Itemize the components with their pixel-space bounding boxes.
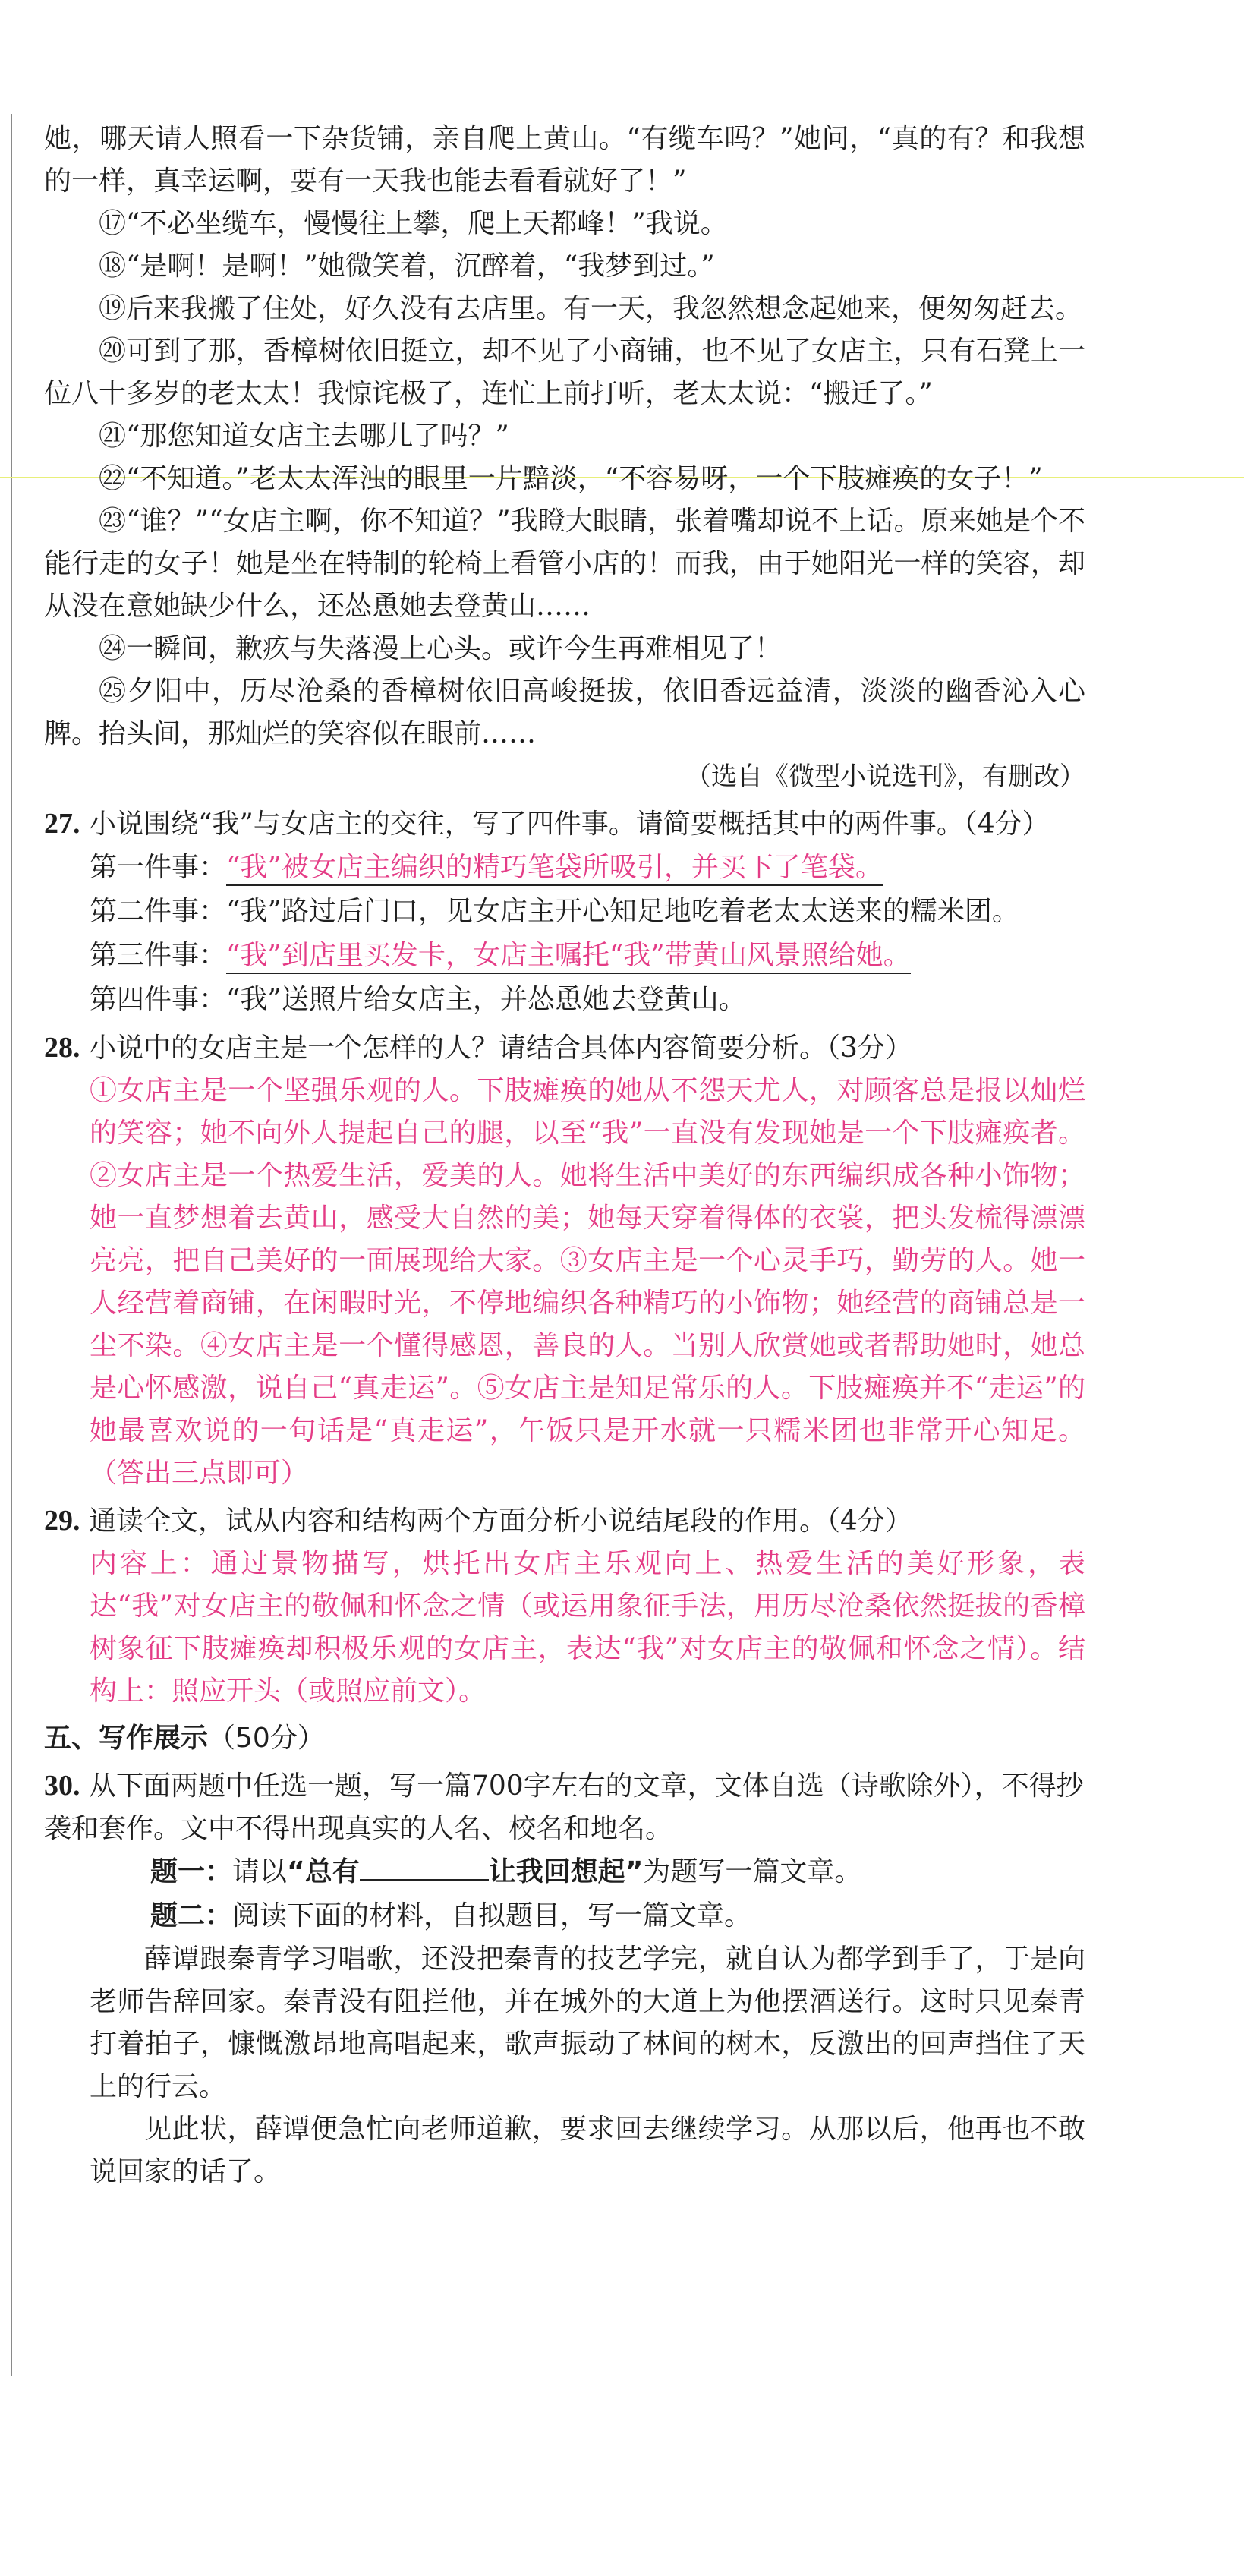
event-answer: “我”被女店主编织的精巧笔袋所吸引，并买下了笔袋。	[226, 852, 883, 886]
event-3	[90, 934, 1085, 978]
story-paragraph-24: ㉔一瞬间，歉疚与失落漫上心头。或许今生再难相见了！	[99, 633, 783, 664]
event-label: 第四件事：	[90, 984, 227, 1015]
question-30	[44, 1764, 1085, 1850]
story-paragraph-23: ㉓“谁？”“女店主啊，你不知道？”我瞪大眼睛，张着嘴却说不上话。原来她是个不能行走的女子！她是坐在特制的轮椅上看管小店的！而我，由于她阳光一样的笑容，却从没在意她缺少什么，还怂恿她去登黄山……	[44, 506, 1085, 622]
story-paragraph-25: ㉕夕阳中，历尽沧桑的香樟树依旧高峻挺拔，依旧香远益清，淡淡的幽香沁入心脾。抬头间，那灿烂的笑容似在眼前……	[44, 676, 1085, 749]
topic-title-end: 让我回想起”	[488, 1856, 644, 1887]
story-paragraph-22: ㉒“不知道。”老太太浑浊的眼里一片黯淡，“不容易呀，一个下肢瘫痪的女子！”	[99, 463, 1043, 494]
topic-1	[150, 1850, 1085, 1894]
question-number: 30.	[44, 1770, 80, 1802]
question-number: 28.	[44, 1032, 80, 1064]
event-label: 第一件事：	[90, 852, 227, 883]
question-28	[44, 1026, 1085, 1070]
question-number: 29.	[44, 1505, 80, 1537]
event-2	[90, 890, 1085, 934]
question-27	[44, 802, 1085, 846]
topic-text: 为题写一篇文章。	[643, 1856, 862, 1887]
event-answer: “我”到店里买发卡，女店主嘱托“我”带黄山风景照给她。	[226, 940, 911, 974]
story-paragraph-21: ㉑“那您知道女店主去哪儿了吗？”	[99, 421, 509, 452]
topic-text: 请以	[232, 1856, 288, 1887]
question-text: 通读全文，试从内容和结构两个方面分析小说结尾段的作用。（4分）	[88, 1506, 912, 1537]
topic-2	[150, 1894, 1085, 1938]
story-paragraph-19: ⑲后来我搬了住处，好久没有去店里。有一天，我忽然想念起她来，便匆匆赶去。	[99, 293, 1083, 324]
material-paragraph-1: 薛谭跟秦青学习唱歌，还没把秦青的技艺学完，就自认为都学到手了，于是向老师告辞回家。秦青没有阻拦他，并在城外的大道上为他摆酒送行。这时只见秦青打着拍子，慷慨激昂地高唱起来，歌声振动了林间的树木，反激出的回声挡住了天上的行云。	[90, 1944, 1085, 2102]
page-margin-line	[11, 114, 12, 2376]
material-paragraph-2: 见此状，薛谭便急忙向老师道歉，要求回去继续学习。从那以后，他再也不敢说回家的话了。	[90, 2114, 1085, 2187]
question-number: 27.	[44, 808, 80, 840]
story-paragraph-17: ⑰“不必坐缆车，慢慢往上攀，爬上天都峰！”我说。	[99, 208, 728, 239]
exam-page	[44, 118, 1085, 2193]
story-paragraph-continued: 她，哪天请人照看一下杂货铺，亲自爬上黄山。“有缆车吗？”她问，“真的有？和我想的一样，真幸运啊，要有一天我也能去看看就好了！”	[44, 123, 1085, 197]
story-paragraph-20: ⑳可到了那，香樟树依旧挺立，却不见了小商铺，也不见了女店主，只有石凳上一位八十多岁的老太太！我惊诧极了，连忙上前打听，老太太说：“搬迁了。”	[44, 336, 1085, 409]
answer-28: ①女店主是一个坚强乐观的人。下肢瘫痪的她从不怨天尤人，对顾客总是报以灿烂的笑容；她不向外人提起自己的腿，以至“我”一直没有发现她是一个下肢瘫痪者。②女店主是一个热爱生活，爱美的人。她将生活中美好的东西编织成各种小饰物；她一直梦想着去黄山，感受大自然的美；她每天穿着得体的衣裳，把头发梳得漂漂亮亮，把自己美好的一面展现给大家。③女店主是一个心灵手巧，勤劳的人。她一人经营着商铺，在闲暇时光，不停地编织各种精巧的小饰物；她经营的商铺总是一尘不染。④女店主是一个懂得感恩，善良的人。当别人欣赏她或者帮助她时，她总是心怀感激，说自己“真走运”。⑤女店主是知足常乐的人。下肢瘫痪并不“走运”的她最喜欢说的一句话是“真走运”，午饭只是开水就一只糯米团也非常开心知足。（答出三点即可）	[90, 1075, 1085, 1489]
story-source: （选自《微型小说选刊》，有删改）	[685, 761, 1085, 792]
section-title: 五、写作展示	[44, 1723, 209, 1754]
question-text: 小说中的女店主是一个怎样的人？请结合具体内容简要分析。（3分）	[88, 1033, 912, 1064]
title-blank	[360, 1856, 489, 1881]
topic-label: 题一：	[150, 1856, 233, 1887]
event-text: “我”送照片给女店主，并怂恿她去登黄山。	[226, 984, 746, 1015]
topic-label: 题二：	[150, 1900, 233, 1931]
answer-29: 内容上：通过景物描写，烘托出女店主乐观向上、热爱生活的美好形象，表达“我”对女店主的敬佩和怀念之情（或运用象征手法，用历尽沧桑依然挺拔的香樟树象征下肢瘫痪却积极乐观的女店主，表达“我”对女店主的敬佩和怀念之情）。结构上：照应开头（或照应前文）。	[90, 1548, 1085, 1707]
section-heading	[44, 1717, 1085, 1760]
question-text: 小说围绕“我”与女店主的交往，写了四件事。请简要概括其中的两件事。（4分）	[88, 809, 1050, 840]
event-label: 第三件事：	[90, 940, 227, 971]
event-1	[90, 846, 1085, 890]
question-29	[44, 1499, 1085, 1543]
event-text: “我”路过后门口，见女店主开心知足地吃着老太太送来的糯米团。	[226, 896, 1019, 927]
section-points: （50分）	[208, 1723, 325, 1754]
event-4	[90, 978, 1085, 1022]
event-label: 第二件事：	[90, 896, 227, 927]
story-paragraph-18: ⑱“是啊！是啊！”她微笑着，沉醉着，“我梦到过。”	[99, 251, 715, 282]
topic-title-start: “总有	[287, 1856, 360, 1887]
topic-text: 阅读下面的材料，自拟题目，写一篇文章。	[232, 1900, 752, 1931]
question-text: 从下面两题中任选一题，写一篇700字左右的文章，文体自选（诗歌除外），不得抄袭和套作。文中不得出现真实的人名、校名和地名。	[44, 1770, 1084, 1844]
